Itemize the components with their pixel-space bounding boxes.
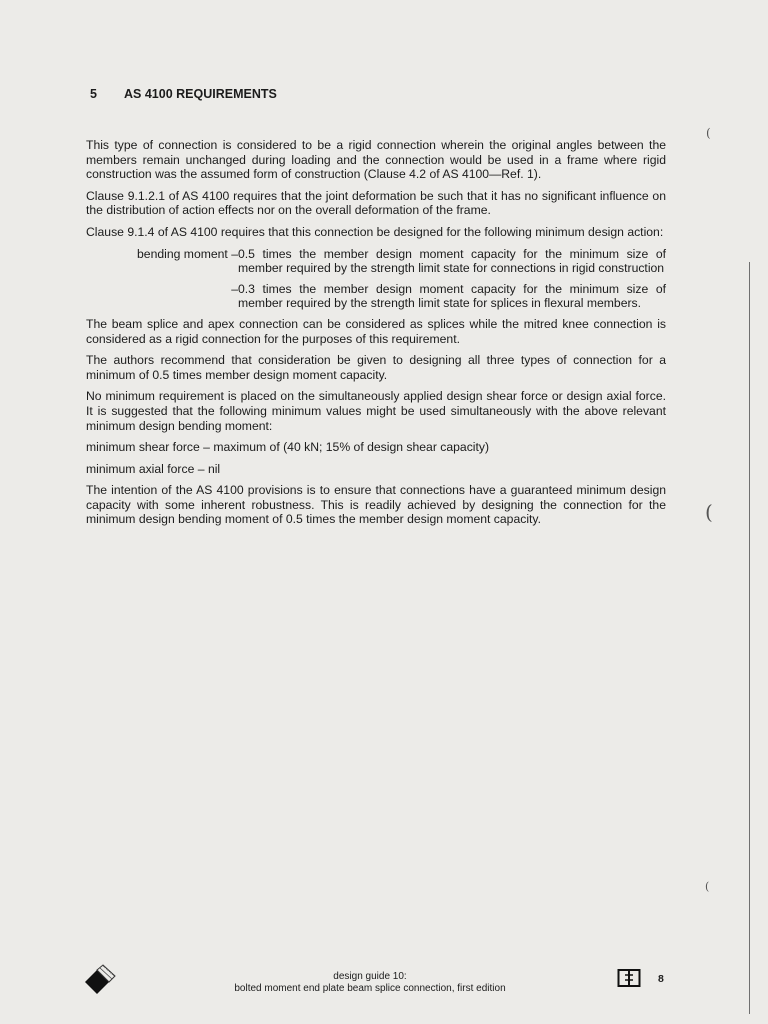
book-icon <box>617 968 641 988</box>
footer-title <box>170 971 570 994</box>
paragraph-rigid-connection: This type of connection is considered to be a rigid connection wherein the original angles between the members remain unchanged during loading and the connection would be used in a frame where rigid construction was the assumed form of construction (Clause 4.2 of AS 4100—Ref. 1). <box>86 138 666 182</box>
page-number: 8 <box>658 973 664 985</box>
paragraph-clause-9121: Clause 9.1.2.1 of AS 4100 requires that the joint deformation be such that it has no significant influence on the distribution of action effects nor on the overall deformation of the frame. <box>86 188 666 218</box>
page-edge-line <box>749 262 750 1014</box>
minimum-shear-label: minimum shear force <box>86 440 200 455</box>
paragraph-intention: The intention of the AS 4100 provisions is to ensure that connections have a guaranteed minimum design capacity with some inherent robustness. This is readily achieved by designing the connection for the minimum design bending moment of 0.5 times the member design moment capacity. <box>86 483 666 527</box>
minimum-shear-line: minimum shear force – maximum of (40 kN; 15% of design shear capacity) <box>86 440 490 455</box>
margin-bracket-mark: ( <box>705 500 713 524</box>
splice-note: The beam splice and apex connection can be considered as splices while the mitred knee connection is considered as a rigid connection for the purposes of this requirement. <box>86 316 666 346</box>
minimum-axial-label: minimum axial force <box>86 461 195 476</box>
footer-line-2: bolted moment end plate beam splice connection, first edition <box>234 982 506 994</box>
paragraph-shear-axial: No minimum requirement is placed on the simultaneously applied design shear force or design axial force. It is suggested that the following minimum values might be used simultaneously with the above relevant minimum design bending moment: <box>86 389 666 433</box>
bending-moment-item-2: – 0.3 times the member design moment capacity for the minimum size of member required by the strength limit state for splices in flexural members. <box>231 281 666 311</box>
section-number: 5 <box>90 87 97 101</box>
section-heading <box>90 87 277 101</box>
footer-line-1: design guide 10: <box>333 971 407 982</box>
publisher-logo-icon <box>83 964 119 996</box>
authors-recommendation: The authors recommend that consideration be given to designing all three types of connection for a minimum of 0.5 times member design moment capacity. <box>86 353 666 382</box>
minimum-axial-line: minimum axial force – nil <box>86 461 221 476</box>
body-text <box>86 138 666 534</box>
minimum-axial-value: nil <box>207 461 221 476</box>
bending-moment-label: bending moment <box>137 246 228 261</box>
bending-moment-text-2: 0.3 times the member design moment capacity for the minimum size of member required by the strength limit state for splices in flexural members. <box>238 281 666 311</box>
minimum-shear-value: maximum of (40 kN; 15% of design shear capacity) <box>213 440 490 455</box>
bending-moment-text-1: 0.5 times the member design moment capacity for the minimum size of member required by the strength limit state for connections in rigid construction <box>238 246 666 276</box>
margin-bracket-mark: ( <box>705 880 710 893</box>
margin-bracket-mark: ( <box>706 126 711 140</box>
section-title: AS 4100 REQUIREMENTS <box>124 87 277 101</box>
bending-moment-item-1: bending moment – 0.5 times the member design moment capacity for the minimum size of member required by the strength limit state for connections in rigid construction <box>137 246 666 276</box>
paragraph-clause-914: Clause 9.1.4 of AS 4100 requires that this connection be designed for the following minimum design action: <box>86 224 664 239</box>
